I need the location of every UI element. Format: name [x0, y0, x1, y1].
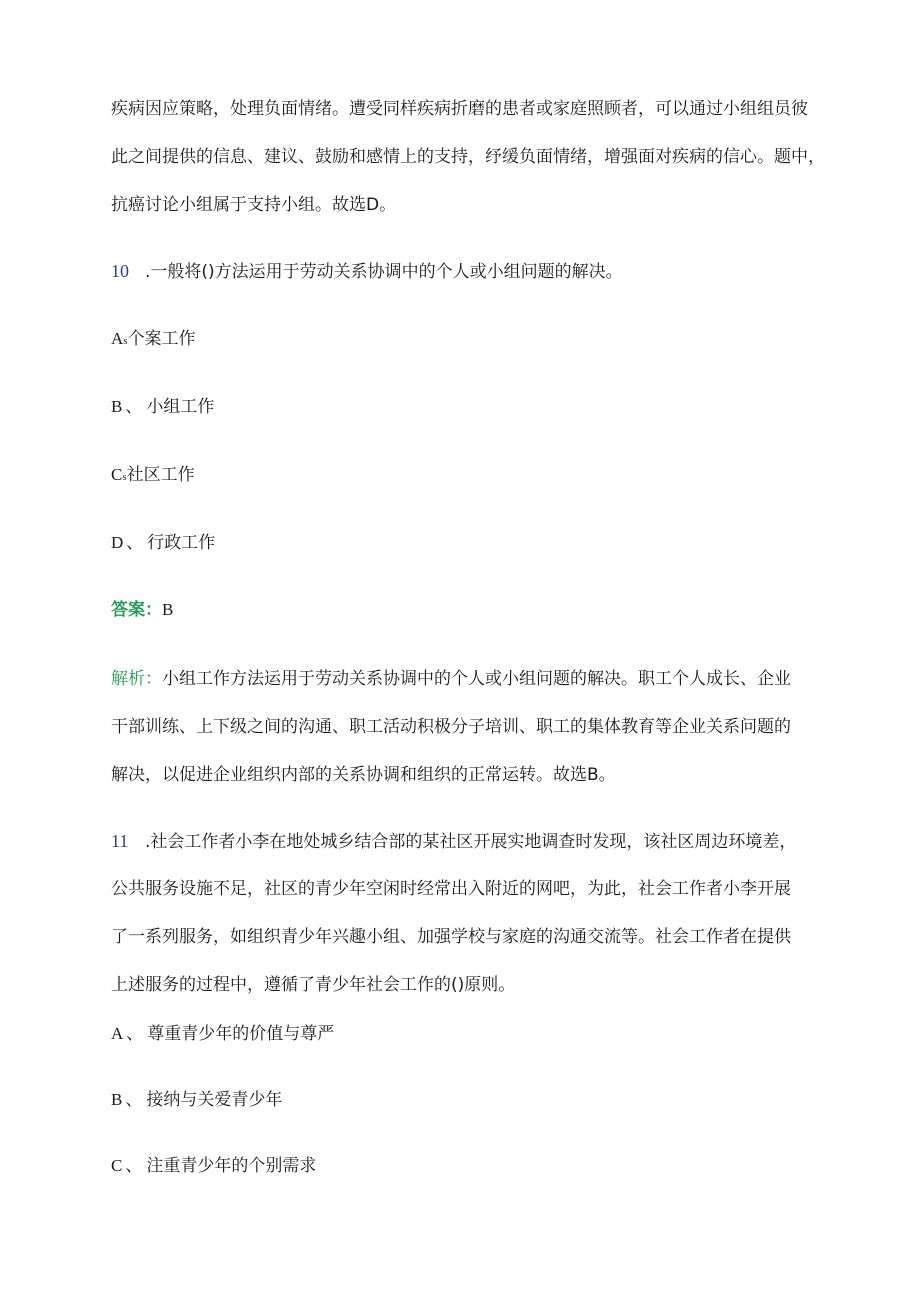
option-separator: 、	[125, 1090, 143, 1110]
option-letter: B	[111, 1090, 123, 1109]
option-text: 尊重青少年的价值与尊严	[147, 1024, 335, 1044]
explanation-line: 抗癌讨论小组属于支持小组。故选D。	[111, 195, 397, 215]
option-text: 个案工作	[127, 329, 196, 349]
option-separator: 、	[125, 397, 143, 417]
option-b	[111, 1088, 282, 1112]
option-letter: C	[111, 465, 123, 484]
analysis-line: 解决，以促进企业组织内部的关系协调和组织的正常运转。故选B。	[111, 765, 616, 785]
option-separator: 、	[126, 533, 144, 553]
option-separator: s	[122, 471, 127, 483]
option-text: 注重青少年的个别需求	[146, 1156, 317, 1176]
explanation-line: 疾病因应策略，处理负面情绪。遭受同样疾病折磨的患者或家庭照顾者，可以通过小组组员彼	[111, 99, 808, 119]
option-separator: s	[123, 335, 128, 347]
option-letter: B	[111, 397, 123, 416]
option-c	[111, 1154, 316, 1178]
explanation-line: 此之间提供的信息、建议、鼓励和感情上的支持，纾缓负面情绪，增强面对疾病的信心。题中，	[111, 147, 825, 167]
question-text: .社会工作者小李在地处城乡结合部的某社区开展实地调查时发现，该社区周边环境差，	[145, 832, 797, 852]
analysis-label: 解析：	[111, 669, 162, 689]
option-letter: A	[111, 1024, 124, 1043]
analysis-text: 小组工作方法运用于劳动关系协调中的个人或小组问题的解决。职工个人成长、企业	[162, 669, 791, 689]
question-number: 11	[111, 831, 129, 851]
option-d	[111, 531, 215, 555]
option-text: 行政工作	[147, 533, 216, 553]
option-a	[111, 327, 196, 353]
analysis-line	[111, 667, 791, 691]
analysis-line: 干部训练、上下级之间的沟通、职工活动积极分子培训、职工的集体教育等企业关系问题的	[111, 717, 791, 737]
option-letter: D	[111, 533, 124, 552]
question-number: 10	[111, 261, 129, 281]
answer-value: B	[162, 600, 174, 619]
question-10-stem	[111, 259, 623, 284]
option-separator: 、	[126, 1024, 144, 1044]
answer-line	[111, 598, 173, 622]
question-11-stem	[111, 829, 796, 854]
option-letter: C	[111, 1156, 123, 1175]
option-b	[111, 395, 214, 419]
option-text: 小组工作	[146, 397, 215, 417]
option-text: 社区工作	[126, 465, 195, 485]
question-text-line: 公共服务设施不足，社区的青少年空闲时经常出入附近的网吧，为此，社会工作者小李开展	[111, 879, 791, 899]
answer-label: 答案：	[111, 600, 162, 620]
option-text: 接纳与关爱青少年	[146, 1090, 283, 1110]
option-a	[111, 1022, 334, 1046]
option-letter: A	[111, 329, 124, 348]
option-c	[111, 463, 195, 489]
question-text: .一般将()方法运用于劳动关系协调中的个人或小组问题的解决。	[145, 262, 623, 282]
question-text-line: 了一系列服务，如组织青少年兴趣小组、加强学校与家庭的沟通交流等。社会工作者在提供	[111, 927, 791, 947]
option-separator: 、	[125, 1156, 143, 1176]
question-text-line: 上述服务的过程中，遵循了青少年社会工作的()原则。	[111, 975, 516, 995]
